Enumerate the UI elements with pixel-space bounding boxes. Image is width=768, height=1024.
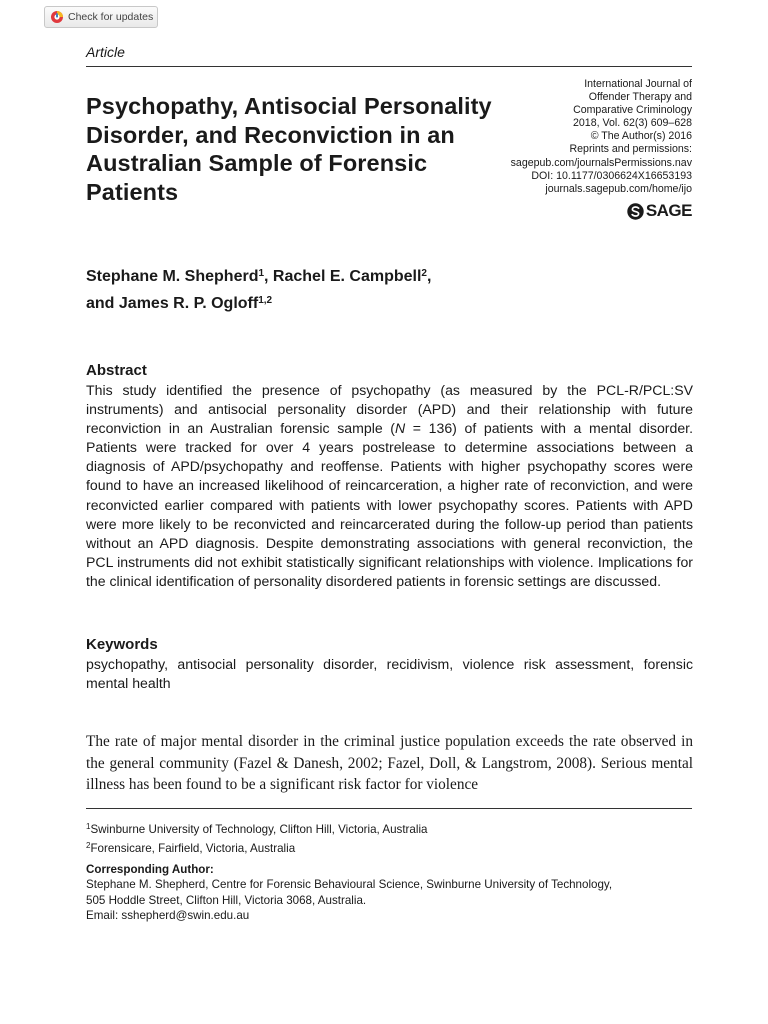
journal-info — [452, 78, 692, 196]
footnote-divider — [86, 808, 692, 809]
corresponding-author-line: 505 Hoddle Street, Clifton Hill, Victoria 3068, Australia. — [86, 893, 367, 907]
abstract-heading: Abstract — [86, 362, 147, 379]
header-divider — [86, 66, 692, 67]
affiliation-marker: 1,2 — [258, 295, 273, 306]
author-conjunction: and — [86, 295, 119, 312]
article-title: Psychopathy, Antisocial Personality Disorder, and Reconviction in an Australian Sample of Forensic Patients — [86, 93, 492, 205]
abstract-text-part: This study identified the presence of psychopathy (as measured by the PCL-R/PCL:SV instruments) and antisocial personality disorder (APD) and their relationship with future reconviction in an Australian forensic sample ( — [86, 382, 693, 437]
corresponding-author — [86, 862, 706, 924]
journal-info-line: Offender Therapy and — [588, 91, 692, 104]
article-type-label: Article — [86, 44, 125, 60]
crossmark-icon — [51, 11, 63, 23]
affiliation-item — [86, 838, 427, 857]
journal-info-line: © The Author(s) 2016 — [590, 130, 692, 143]
journal-info-link[interactable]: sagepub.com/journalsPermissions.nav — [510, 156, 692, 169]
keywords-heading: Keywords — [86, 636, 158, 653]
affiliation-marker: 1 — [258, 268, 265, 279]
corresponding-author-line: Stephane M. Shepherd, Centre for Forensic Behavioural Science, Swinburne University of Technology, — [86, 878, 613, 892]
affiliation-number: 1 — [86, 822, 91, 831]
affiliation-number: 2 — [86, 841, 91, 850]
corresponding-author-heading: Corresponding Author: — [86, 863, 214, 876]
journal-info-line: 2018, Vol. 62(3) 609–628 — [573, 117, 692, 130]
author-separator: , — [426, 268, 432, 285]
sage-logo-icon — [627, 203, 644, 220]
journal-info-link[interactable]: journals.sagepub.com/home/ijo — [545, 182, 692, 195]
sage-logo-text: SAGE — [645, 201, 692, 220]
journal-info-line: Reprints and permissions: — [569, 143, 692, 156]
author-separator: , — [264, 268, 273, 285]
check-for-updates-label: Check for updates — [68, 11, 154, 23]
affiliation-text: Forensicare, Fairfield, Victoria, Australia — [90, 842, 296, 855]
journal-info-doi[interactable]: DOI: 10.1177/0306624X16653193 — [531, 169, 692, 182]
keywords-text: psychopathy, antisocial personality disorder, recidivism, violence risk assessment, forensic mental health — [86, 656, 693, 691]
affiliation-text: Swinburne University of Technology, Clifton Hill, Victoria, Australia — [90, 823, 428, 836]
sage-logo — [627, 201, 692, 221]
journal-info-line: International Journal of — [584, 78, 692, 90]
author-name: Stephane M. Shepherd — [86, 268, 259, 285]
author-list — [86, 262, 606, 316]
sample-size-symbol: N — [394, 420, 406, 437]
check-for-updates-button[interactable] — [44, 6, 158, 28]
journal-info-line: Comparative Criminology — [573, 104, 692, 117]
abstract-text — [86, 381, 693, 591]
abstract-text-part: = 136) of patients with a mental disorder. Patients were tracked for over 4 years postrelease to determine associations between a diagnosis of APD/psychopathy and reoffense. Patients with higher psychopathy scores were found to have an increased likelihood of reincarceration, a higher rate of reconviction, and were reconvicted earlier compared with patients with lower psychopathy scores. Patients with APD were more likely to be reconvicted and reincarcerated during the follow-up period than patients without an APD diagnosis. Despite demonstrating associations with general reconviction, the PCL instruments did not exhibit statistically significant relationships with violence. Implications for the clinical identification of personality disordered patients in forensic settings are discussed. — [86, 420, 693, 589]
author-name: James R. P. Ogloff — [118, 295, 259, 312]
affiliations — [86, 819, 427, 857]
body-paragraph: The rate of major mental disorder in the criminal justice population exceeds the rate observed in the general community (Fazel & Danesh, 2002; Fazel, Doll, & Langstrom, 2008). Serious mental illness has been found to be a significant risk factor for violence — [86, 733, 693, 793]
affiliation-item — [86, 819, 427, 838]
author-name: Rachel E. Campbell — [272, 268, 422, 285]
affiliation-marker: 2 — [421, 268, 427, 279]
corresponding-author-email[interactable]: Email: sshepherd@swin.edu.au — [86, 909, 250, 923]
